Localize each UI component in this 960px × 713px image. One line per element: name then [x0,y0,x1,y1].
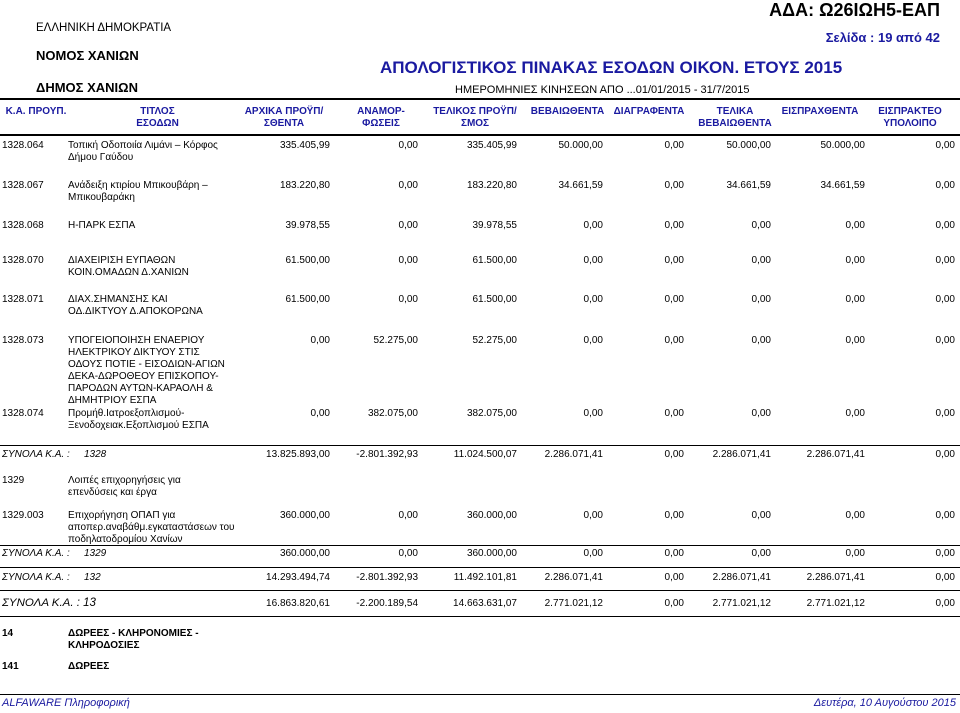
col-header-assessed: ΒΕΒΑΙΩΘΕΝΤΑ [530,106,605,117]
subtotal-132-label: ΣΥΝΟΛΑ Κ.Α. : [2,572,70,583]
subtotal-1329-label: ΣΥΝΟΛΑ Κ.Α. : [2,548,70,559]
subtotal-132-assessed: 2.286.071,41 [544,572,603,583]
row-value-initial-budget: 183.220,80 [279,180,330,191]
row-value-collected: 0,00 [845,335,865,346]
row-value-deleted: 0,00 [664,255,684,266]
subtotal-1329-deleted: 0,00 [664,548,684,559]
row-value-receivable: 0,00 [935,255,955,266]
row-value-deleted: 0,00 [664,140,684,151]
prefecture-name: ΝΟΜΟΣ ΧΑΝΙΩΝ [36,48,139,63]
row-title: ΥΠΟΓΕΙΟΠΟΙΗΣΗ ΕΝΑΕΡΙΟΥ ΗΛΕΚΤΡΙΚΟΥ ΔΙΚΤΥΟΥ ΣΤΙΣ ΟΔΟΥΣ ΠΟΤΙΕ - ΕΙΣΟΔΙΩΝ-ΑΓΙΩΝ ΔΕΚΑ-ΔΩΡΟΘΕΟΥ ΕΠΙΣΚΟΠΟΥ-ΠΑΡΟΔΩΝ ΑΥΤΩΝ-ΚΑΡΑΟΛΗ & ΔΗΜΗΤΡΙΟΥ ΕΣΠΑ [68,335,225,406]
row-value-amendments: 382.075,00 [367,408,418,419]
row-1329-003-amendments: 0,00 [398,510,418,521]
col-header-amendments: ΑΝΑΜΟΡ- ΦΩΣΕΙΣ [357,106,405,129]
page-number: Σελίδα : 19 από 42 [825,30,940,45]
row-value-receivable: 0,00 [935,294,955,305]
footer-rule [0,694,960,695]
row-value-deleted: 0,00 [664,335,684,346]
subtotal-1328-collected: 2.286.071,41 [806,449,865,460]
row-code: 1328.070 [2,255,44,266]
row-value-final-assessed: 0,00 [751,335,771,346]
subtotal-13-final-assessed: 2.771.021,12 [712,598,771,609]
subtotal-1329-amendments: 0,00 [398,548,418,559]
subtotal-132-collected: 2.286.071,41 [806,572,865,583]
row-value-amendments: 0,00 [398,294,418,305]
row-value-deleted: 0,00 [664,294,684,305]
row-title: Ανάδειξη κτιρίου Μπικουβάρη – Μπικουβαράκη [68,180,208,203]
row-value-collected: 50.000,00 [820,140,865,151]
group-141-code: 141 [2,661,19,672]
row-value-final-assessed: 34.661,59 [726,180,771,191]
group-1329-code: 1329 [2,475,25,486]
footer-date: Δευτέρα, 10 Αυγούστου 2015 [813,697,956,709]
row-value-collected: 0,00 [845,255,865,266]
subtotal-rule [0,616,960,617]
group-141-title: ΔΩΡΕΕΣ [68,661,110,672]
subtotal-1329-receivable: 0,00 [935,548,955,559]
row-value-final-assessed: 0,00 [751,220,771,231]
subtotal-1328-amendments: -2.801.392,93 [356,449,418,460]
row-code: 1328.068 [2,220,44,231]
subtotal-1328-assessed: 2.286.071,41 [544,449,603,460]
row-value-assessed: 34.661,59 [558,180,603,191]
row-value-final-budget: 61.500,00 [472,255,517,266]
row-value-initial-budget: 61.500,00 [285,255,330,266]
row-value-receivable: 0,00 [935,220,955,231]
row-1329-003-assessed: 0,00 [583,510,603,521]
row-value-assessed: 0,00 [583,408,603,419]
group-1329-title: Λοιπές επιχορηγήσεις για επενδύσεις και έργα [68,475,181,498]
subtotal-132-code: 132 [84,572,101,583]
col-header-title: ΤΙΤΛΟΣ ΕΣΟΔΩΝ [136,106,179,129]
row-value-deleted: 0,00 [664,180,684,191]
subtotal-1328-code: 1328 [84,449,107,460]
row-title: Προμήθ.Ιατροεξοπλισμού-Ξενοδοχειακ.Εξοπλισμού ΕΣΠΑ [68,408,209,431]
row-1329-003-code: 1329.003 [2,510,44,521]
row-code: 1328.064 [2,140,44,151]
subtotal-1329-code: 1329 [84,548,107,559]
row-1329-003-deleted: 0,00 [664,510,684,521]
row-value-final-assessed: 0,00 [751,408,771,419]
row-value-receivable: 0,00 [935,140,955,151]
subtotal-1328-final-assessed: 2.286.071,41 [712,449,771,460]
row-value-final-budget: 335.405,99 [466,140,517,151]
row-value-amendments: 0,00 [398,220,418,231]
subtotal-132-receivable: 0,00 [935,572,955,583]
subtotal-13-initial-budget: 16.863.820,61 [266,598,330,609]
subtotal-13-final-budget: 14.663.631,07 [453,598,517,609]
subtotal-132-final-assessed: 2.286.071,41 [712,572,771,583]
subtotal-132-amendments: -2.801.392,93 [356,572,418,583]
row-value-final-assessed: 0,00 [751,294,771,305]
col-header-deleted: ΔΙΑΓΡΑΦΕΝΤΑ [613,106,685,117]
date-range: ΗΜΕΡΟΜΗΝΙΕΣ ΚΙΝΗΣΕΩΝ ΑΠΟ ...01/01/2015 - 31/7/2015 [455,84,750,96]
row-value-amendments: 0,00 [398,180,418,191]
header-bottom-rule [0,134,960,136]
row-1329-003-receivable: 0,00 [935,510,955,521]
row-value-assessed: 0,00 [583,294,603,305]
row-value-assessed: 0,00 [583,220,603,231]
col-header-final-budget: ΤΕΛΙΚΟΣ ΠΡΟΫΠ/ΣΜΟΣ [433,106,517,129]
row-value-initial-budget: 335.405,99 [279,140,330,151]
row-title: Η-ΠΑΡΚ ΕΣΠΑ [68,220,136,231]
row-1329-003-initial-budget: 360.000,00 [279,510,330,521]
row-value-initial-budget: 0,00 [310,335,330,346]
subtotal-13-receivable: 0,00 [935,598,955,609]
subtotal-1329-initial-budget: 360.000,00 [279,548,330,559]
row-title: ΔΙΑΧΕΙΡΙΣΗ ΕΥΠΑΘΩΝ ΚΟΙΝ.ΟΜΑΔΩΝ Δ.ΧΑΝΙΩΝ [68,255,189,278]
subtotal-132-final-budget: 11.492.101,81 [453,572,517,583]
row-code: 1328.073 [2,335,44,346]
row-1329-003-final-assessed: 0,00 [751,510,771,521]
subtotal-13-assessed: 2.771.021,12 [544,598,603,609]
row-value-collected: 0,00 [845,408,865,419]
row-code: 1328.071 [2,294,44,305]
row-value-deleted: 0,00 [664,408,684,419]
row-value-deleted: 0,00 [664,220,684,231]
header-top-rule [0,98,960,100]
row-value-receivable: 0,00 [935,180,955,191]
subtotal-rule [0,445,960,446]
report-title: ΑΠΟΛΟΓΙΣΤΙΚΟΣ ΠΙΝΑΚΑΣ ΕΣΟΔΩΝ ΟΙΚΟΝ. ΕΤΟΥΣ 2015 [380,58,843,77]
row-value-initial-budget: 61.500,00 [285,294,330,305]
subtotal-rule [0,567,960,568]
row-value-amendments: 52.275,00 [373,335,418,346]
row-value-receivable: 0,00 [935,335,955,346]
col-header-receivable: ΕΙΣΠΡΑΚΤΕΟ ΥΠΟΛΟΙΠΟ [878,106,942,129]
municipality-name: ΔΗΜΟΣ ΧΑΝΙΩΝ [36,80,138,95]
subtotal-1328-initial-budget: 13.825.893,00 [266,449,330,460]
subtotal-1329-final-budget: 360.000,00 [466,548,517,559]
footer-company: ALFAWARE Πληροφορική [2,697,130,709]
row-value-final-assessed: 50.000,00 [726,140,771,151]
subtotal-1328-receivable: 0,00 [935,449,955,460]
row-value-initial-budget: 0,00 [310,408,330,419]
col-header-ka: Κ.Α. ΠΡΟΥΠ. [5,106,67,117]
row-1329-003-title: Επιχορήγηση ΟΠΑΠ για αποπερ.αναβάθμ.εγκαταστάσεων του ποδηλατοδρομίου Χανίων [68,510,235,545]
subtotal-13-collected: 2.771.021,12 [806,598,865,609]
row-value-final-budget: 382.075,00 [466,408,517,419]
subtotal-1329-assessed: 0,00 [583,548,603,559]
ada-code: ΑΔΑ: Ω26ΙΩΗ5-ΕΑΠ [769,0,940,20]
row-value-collected: 34.661,59 [820,180,865,191]
row-value-collected: 0,00 [845,220,865,231]
row-value-assessed: 0,00 [583,255,603,266]
row-title: ΔΙΑΧ.ΣΗΜΑΝΣΗΣ ΚΑΙ ΟΔ.ΔΙΚΤΥΟΥ Δ.ΑΠΟΚΟΡΩΝΑ [68,294,203,317]
subtotal-13-amendments: -2.200.189,54 [356,598,418,609]
subtotal-1329-collected: 0,00 [845,548,865,559]
row-value-final-budget: 61.500,00 [472,294,517,305]
row-value-final-budget: 183.220,80 [466,180,517,191]
col-header-final-assessed: ΤΕΛΙΚΑ ΒΕΒΑΙΩΘΕΝΤΑ [698,106,772,129]
row-1329-003-collected: 0,00 [845,510,865,521]
row-value-receivable: 0,00 [935,408,955,419]
row-1329-003-final-budget: 360.000,00 [466,510,517,521]
subtotal-1328-final-budget: 11.024.500,07 [453,449,517,460]
row-code: 1328.074 [2,408,44,419]
row-value-amendments: 0,00 [398,255,418,266]
col-header-collected: ΕΙΣΠΡΑΧΘΕΝΤΑ [781,106,859,117]
subtotal-1329-final-assessed: 0,00 [751,548,771,559]
subtotal-rule [0,545,960,546]
row-value-initial-budget: 39.978,55 [285,220,330,231]
subtotal-132-initial-budget: 14.293.494,74 [266,572,330,583]
row-value-amendments: 0,00 [398,140,418,151]
row-value-final-assessed: 0,00 [751,255,771,266]
subtotal-13-label: ΣΥΝΟΛΑ Κ.Α. : 13 [2,597,96,609]
row-value-assessed: 50.000,00 [558,140,603,151]
row-value-assessed: 0,00 [583,335,603,346]
state-name: ΕΛΛΗΝΙΚΗ ΔΗΜΟΚΡΑΤΙΑ [36,22,172,34]
subtotal-rule [0,590,960,591]
row-value-final-budget: 52.275,00 [472,335,517,346]
subtotal-132-deleted: 0,00 [664,572,684,583]
col-header-initial: ΑΡΧΙΚΑ ΠΡΟΫΠ/ΣΘΕΝΤΑ [244,106,324,129]
row-title: Τοπική Οδοποιία Λιμάνι – Κόρφος Δήμου Γαύδου [68,140,218,163]
row-value-final-budget: 39.978,55 [472,220,517,231]
row-code: 1328.067 [2,180,44,191]
subtotal-1328-deleted: 0,00 [664,449,684,460]
subtotal-1328-label: ΣΥΝΟΛΑ Κ.Α. : [2,449,70,460]
row-value-collected: 0,00 [845,294,865,305]
subtotal-13-deleted: 0,00 [664,598,684,609]
group-14-title: ΔΩΡΕΕΣ - ΚΛΗΡΟΝΟΜΙΕΣ - ΚΛΗΡΟΔΟΣΙΕΣ [68,628,199,651]
group-14-code: 14 [2,628,14,639]
